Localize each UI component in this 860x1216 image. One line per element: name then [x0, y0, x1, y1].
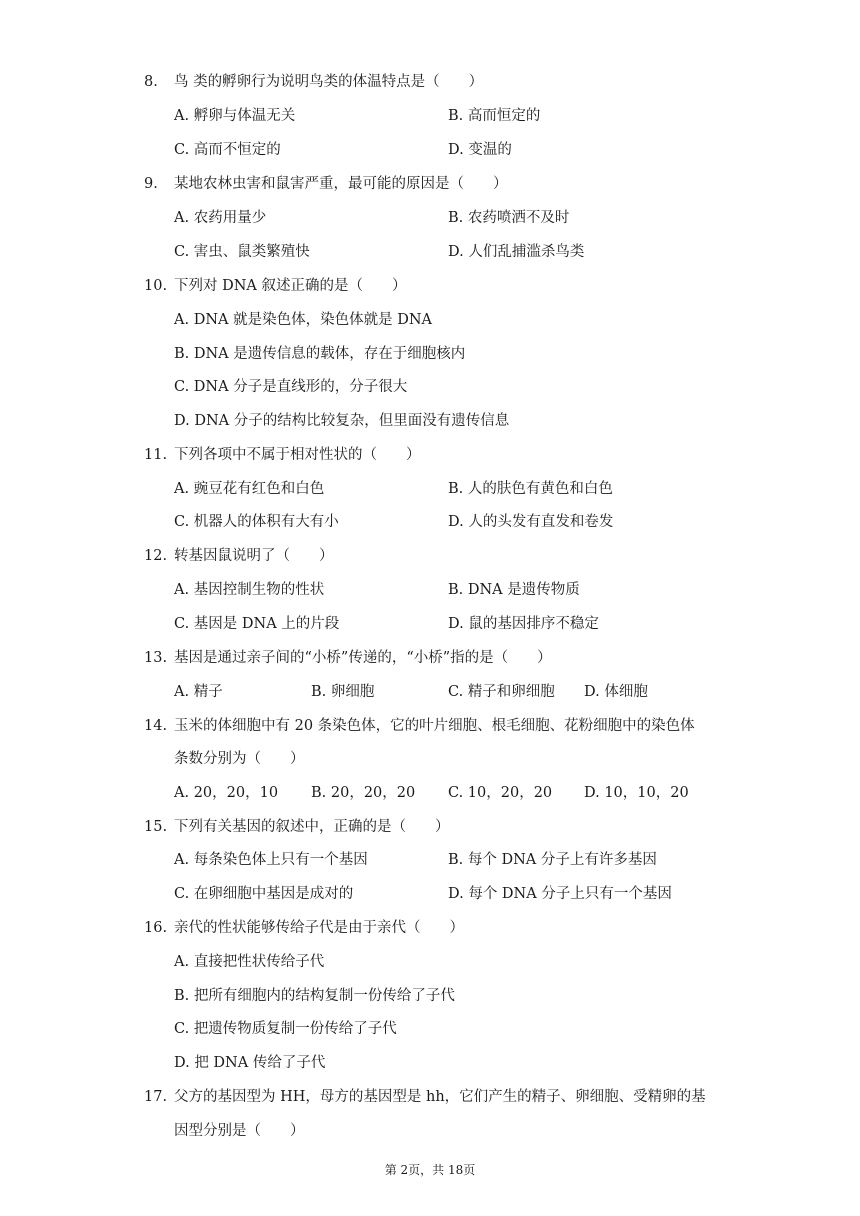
question-stem: 转基因鼠说明了（ ）: [174, 548, 334, 564]
question-number: 11.: [144, 447, 168, 463]
option-c: C. 在卵细胞中基因是成对的: [174, 886, 354, 902]
question-17: [144, 1087, 706, 1107]
option-a: A. 精子: [174, 684, 223, 700]
question-number: 9.: [144, 176, 158, 192]
option-d: D. 体细胞: [584, 684, 648, 700]
option-d: D. 鼠的基因排序不稳定: [448, 616, 599, 632]
option-b: B. 把所有细胞内的结构复制一份传给了子代: [174, 988, 455, 1004]
question-number: 13.: [144, 650, 168, 666]
option-b: B. 人的肤色有黄色和白色: [448, 481, 613, 497]
option-c: C. 高而不恒定的: [174, 142, 281, 158]
question-number: 12.: [144, 548, 168, 564]
option-d: D. 每个 DNA 分子上只有一个基因: [448, 886, 672, 902]
option-b: B. DNA 是遗传物质: [448, 582, 580, 598]
question-stem: 下列有关基因的叙述中，正确的是（ ）: [174, 819, 450, 835]
option-d: D. 把 DNA 传给了子代: [174, 1055, 326, 1071]
option-d: D. 10，10，20: [584, 785, 689, 801]
option-b: B. DNA 是遗传信息的载体，存在于细胞核内: [174, 346, 466, 362]
option-c: C. 把遗传物质复制一份传给了子代: [174, 1021, 397, 1037]
question-stem: 玉米的体细胞中有 20 条染色体，它的叶片细胞、根毛细胞、花粉细胞中的染色体: [174, 718, 695, 734]
option-a: A. 豌豆花有红色和白色: [174, 481, 325, 497]
question-stem: 鸟 类的孵卵行为说明鸟类的体温特点是（ ）: [174, 74, 484, 90]
option-c: C. DNA 分子是直线形的，分子很大: [174, 379, 408, 395]
option-d: D. 变温的: [448, 142, 512, 158]
question-number: 15.: [144, 819, 168, 835]
question-stem-continued: 因型分别是（ ）: [174, 1123, 305, 1139]
option-c: C. 精子和卵细胞: [448, 684, 555, 700]
option-b: B. 农药喷洒不及时: [448, 210, 570, 226]
option-c: C. 基因是 DNA 上的片段: [174, 616, 340, 632]
question-16: [144, 918, 464, 938]
question-8: [144, 72, 483, 92]
option-a: A. 20，20，10: [174, 785, 279, 801]
question-15: [144, 817, 450, 837]
question-number: 17.: [144, 1089, 168, 1105]
question-12: [144, 546, 334, 566]
question-number: 10.: [144, 278, 168, 294]
question-stem: 亲代的性状能够传给子代是由于亲代（ ）: [174, 920, 464, 936]
option-a: A. 孵卵与体温无关: [174, 108, 296, 124]
option-a: A. DNA 就是染色体，染色体就是 DNA: [174, 312, 432, 328]
option-c: C. 10，20，20: [448, 785, 553, 801]
option-b: B. 高而恒定的: [448, 108, 541, 124]
question-stem: 基因是通过亲子间的“小桥”传递的，“小桥”指的是（ ）: [174, 650, 552, 666]
option-b: B. 20，20，20: [311, 785, 416, 801]
question-stem-continued: 条数分别为（ ）: [174, 751, 305, 767]
question-14: [144, 716, 695, 736]
option-d: D. 人们乱捕滥杀鸟类: [448, 244, 585, 260]
question-number: 14.: [144, 718, 168, 734]
option-b: B. 每个 DNA 分子上有许多基因: [448, 852, 657, 868]
question-number: 16.: [144, 920, 168, 936]
option-a: A. 基因控制生物的性状: [174, 582, 325, 598]
option-c: C. 害虫、鼠类繁殖快: [174, 244, 310, 260]
option-d: D. 人的头发有直发和卷发: [448, 514, 614, 530]
option-a: A. 每条染色体上只有一个基因: [174, 852, 368, 868]
option-b: B. 卵细胞: [311, 684, 375, 700]
question-13: [144, 648, 552, 668]
question-11: [144, 445, 421, 465]
question-stem: 下列各项中不属于相对性状的（ ）: [174, 447, 421, 463]
page-footer: 第 2页，共 18页: [384, 1163, 476, 1177]
question-10: [144, 276, 407, 296]
question-9: [144, 174, 508, 194]
question-stem: 父方的基因型为 HH，母方的基因型是 hh，它们产生的精子、卵细胞、受精卵的基: [174, 1089, 706, 1105]
option-d: D. DNA 分子的结构比较复杂，但里面没有遗传信息: [174, 413, 510, 429]
option-c: C. 机器人的体积有大有小: [174, 514, 339, 530]
question-number: 8.: [144, 74, 158, 90]
question-stem: 下列对 DNA 叙述正确的是（ ）: [174, 278, 407, 294]
question-stem: 某地农林虫害和鼠害严重，最可能的原因是（ ）: [174, 176, 508, 192]
option-a: A. 农药用量少: [174, 210, 267, 226]
option-a: A. 直接把性状传给子代: [174, 954, 325, 970]
